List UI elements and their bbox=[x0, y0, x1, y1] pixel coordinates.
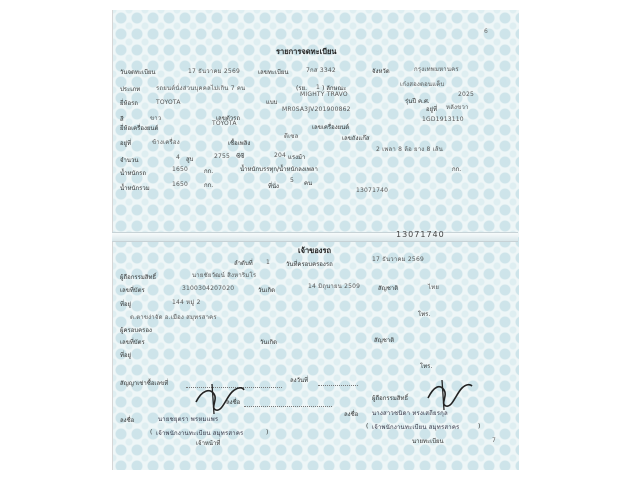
order-label: ลำดับที่ bbox=[234, 260, 253, 267]
owner-value: นายชัยวัฒน์ สิงหาริมโร bbox=[192, 272, 257, 279]
reg-date-value: 17 ธันวาคม 2569 bbox=[188, 68, 240, 75]
axle-value: 2 เพลา 8 ล้อ ยาง 8 เส้น bbox=[376, 146, 444, 153]
gross-value: 1650 bbox=[172, 181, 189, 188]
engine-brand-label: ยี่ห้อเครื่องยนต์ bbox=[120, 125, 159, 132]
addr-label: ที่อยู่ bbox=[120, 301, 132, 308]
cc-unit: ซีซี bbox=[236, 153, 245, 160]
color-label: สี bbox=[120, 116, 124, 123]
sign-label-1: ลงชื่อ bbox=[226, 399, 241, 406]
engine-no-value: 1GD1913110 bbox=[422, 116, 464, 123]
load-label: น้ำหนักบรรทุก/น้ำหนักลงเพลา bbox=[240, 166, 318, 173]
year-value: 2025 bbox=[458, 91, 475, 98]
model-value: MIGHTY TRAVO bbox=[300, 91, 348, 98]
chassis-value: MR0SA3JV201900862 bbox=[282, 106, 351, 113]
holder-label: ผู้ครอบครอง bbox=[120, 327, 152, 334]
cyl-value: 4 bbox=[176, 154, 181, 161]
order-value: 1 bbox=[266, 259, 271, 266]
owner-sign-title: ผู้ถือกรรมสิทธิ์ bbox=[372, 395, 409, 402]
left-signer-position: เจ้าพนักงานทะเบียน สมุทรสาคร bbox=[156, 430, 244, 437]
reg-date-label: วันจดทะเบียน bbox=[120, 69, 156, 76]
possession-label: วันที่ครอบครองรถ bbox=[286, 261, 333, 268]
contract-label: สัญญาเช่าซื้อเลขที่ bbox=[120, 380, 169, 387]
right-signer-paren-open: ( bbox=[366, 423, 369, 430]
engine-loc-label: อยู่ที่ bbox=[120, 140, 132, 147]
plate-label: เลขทะเบียน bbox=[258, 69, 289, 76]
plate-value: 7กส 3342 bbox=[306, 67, 336, 74]
nat-value: ไทย bbox=[428, 284, 440, 291]
vehicle-type-label: ประเภท bbox=[120, 86, 141, 93]
weight-unit: กก. bbox=[204, 168, 214, 175]
tank-label: เลขถังแก๊ส bbox=[342, 135, 370, 142]
brand-value: TOYOTA bbox=[156, 99, 181, 106]
tel-label: โทร. bbox=[418, 311, 431, 318]
gross-label: น้ำหนักรวม bbox=[120, 185, 150, 192]
page-fold bbox=[112, 232, 518, 242]
cyl-label: จำนวน bbox=[120, 157, 139, 164]
addr-value-1: 144 หมู่ 2 bbox=[172, 299, 201, 306]
sign-dots-1 bbox=[244, 406, 332, 407]
owner-label: ผู้ถือกรรมสิทธิ์ bbox=[120, 274, 157, 281]
color-value: ขาว bbox=[150, 115, 162, 122]
weight-value: 1650 bbox=[172, 166, 189, 173]
owner-title: เจ้าของรถ bbox=[298, 246, 332, 255]
registration-title: รายการจดทะเบียน bbox=[276, 47, 337, 56]
hp-unit: แรงม้า bbox=[288, 154, 306, 161]
gross-unit: กก. bbox=[204, 182, 214, 189]
cyl-unit: สูบ bbox=[186, 156, 194, 163]
code-value: 1 bbox=[316, 84, 321, 91]
seats-value: 5 bbox=[290, 177, 295, 184]
fuel-value: ดีเซล bbox=[284, 133, 299, 140]
page-mark-top: 6 bbox=[484, 28, 488, 35]
engine-brand-value: TOYOTA bbox=[212, 120, 237, 127]
brand-label: ยี่ห้อรถ bbox=[120, 100, 138, 107]
province-label: จังหวัด bbox=[372, 68, 390, 75]
sign-label-right: ลงชื่อ bbox=[344, 411, 359, 418]
possession-value: 17 ธันวาคม 2569 bbox=[372, 256, 424, 263]
holder-dob-label: วันเกิด bbox=[260, 339, 278, 346]
chassis-label: เลขตัวรถ bbox=[216, 115, 240, 122]
style-value: เก๋งสองตอนแค็บ bbox=[400, 81, 445, 88]
registrar-label: นายทะเบียน bbox=[412, 438, 444, 445]
hp-value: 204 bbox=[274, 152, 287, 159]
engine-no-label: เลขเครื่องยนต์ bbox=[312, 124, 350, 131]
fold-serial: 13071740 bbox=[396, 230, 445, 239]
code-label: (รย. bbox=[296, 85, 307, 92]
load-unit: กก. bbox=[452, 166, 462, 173]
holder-nat-label: สัญชาติ bbox=[374, 337, 395, 344]
holder-addr-label: ที่อยู่ bbox=[120, 352, 132, 359]
contract-date-dots bbox=[318, 385, 358, 386]
holder-tel-label: โทร. bbox=[420, 363, 433, 370]
model-label: แบบ bbox=[266, 99, 278, 106]
left-signer-role: เจ้าหน้าที่ bbox=[196, 440, 221, 447]
dob-label: วันเกิด bbox=[258, 287, 276, 294]
contract-date-label: ลงวันที่ bbox=[290, 377, 309, 384]
seats-label: ที่นั่ง bbox=[268, 183, 279, 190]
right-signer-position: เจ้าพนักงานทะเบียน สมุทรสาคร bbox=[372, 424, 460, 431]
fuel-label: เชื้อเพลิง bbox=[228, 140, 251, 147]
right-signer-name: นางสาวชนิดา ทรงเสถียรกุล bbox=[372, 410, 448, 417]
left-signer-paren-open: ( bbox=[150, 429, 153, 436]
id-label: เลขที่บัตร bbox=[120, 287, 145, 294]
serial-value: 13071740 bbox=[356, 187, 389, 194]
right-signer-paren-close: ) bbox=[478, 423, 481, 430]
nat-label: สัญชาติ bbox=[378, 285, 399, 292]
vehicle-type-value: รถยนต์นั่งส่วนบุคคลไม่เกิน 7 คน bbox=[156, 85, 246, 92]
right-signature bbox=[424, 378, 474, 412]
year-label: รุ่นปี ค.ศ. bbox=[405, 98, 430, 105]
style-label: ) ลักษณะ bbox=[322, 85, 347, 92]
left-signer-name: นายชยุตรา พรหมแพร bbox=[158, 416, 219, 423]
weight-label: น้ำหนักรถ bbox=[120, 170, 147, 177]
cc-value: 2755 bbox=[214, 153, 231, 160]
province-value: กรุงเทพมหานคร bbox=[414, 66, 459, 73]
chassis-loc-value: หลังขวา bbox=[446, 104, 469, 111]
addr-value-2: ต.ตาขง่าจัด อ.เมือง สมุทรสาคร bbox=[130, 314, 217, 321]
chassis-loc-label: อยู่ที่ bbox=[426, 106, 438, 113]
engine-loc-value: ข้างเครื่อง bbox=[152, 139, 180, 146]
sign-label-left: ลงชื่อ bbox=[120, 417, 135, 424]
left-signer-paren-close: ) bbox=[266, 429, 269, 436]
holder-id-label: เลขที่บัตร bbox=[120, 339, 145, 346]
dob-value: 14 มิถุนายน 2509 bbox=[308, 283, 361, 290]
seats-unit: คน bbox=[304, 180, 313, 187]
left-signature bbox=[192, 380, 248, 416]
id-value: 3100304207020 bbox=[182, 285, 235, 292]
page-mark-bottom: 7 bbox=[492, 437, 496, 444]
